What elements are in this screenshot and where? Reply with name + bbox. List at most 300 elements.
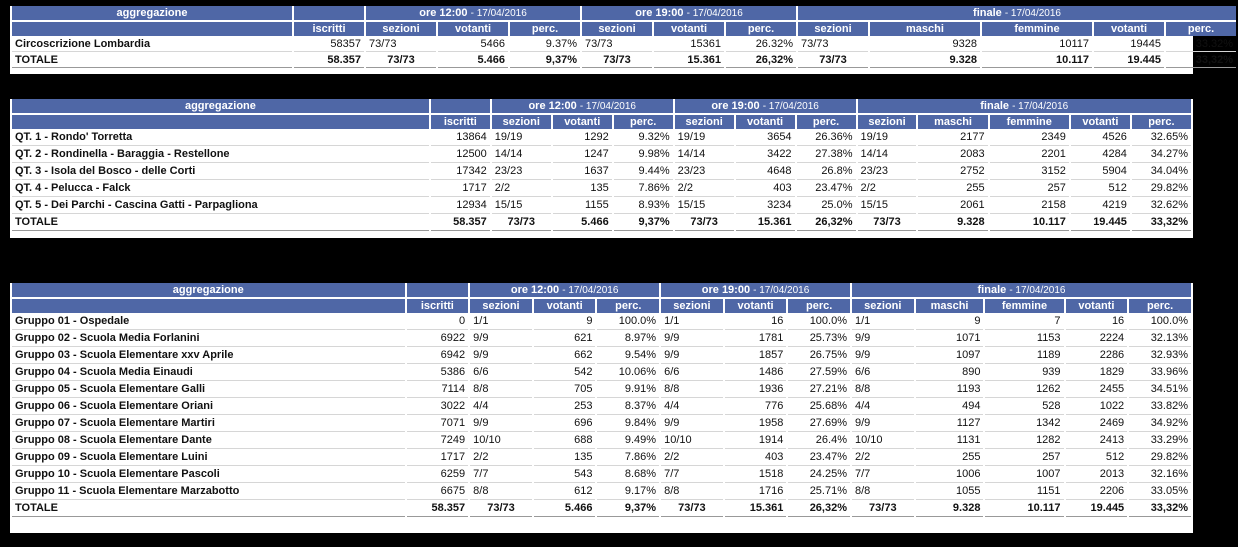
table-row xyxy=(12,313,1191,330)
total-iscritti: 58.357 xyxy=(407,500,469,517)
cell-perc: 8.68% xyxy=(597,466,659,483)
cell-perc: 100.0% xyxy=(597,313,659,330)
cell-votanti: 135 xyxy=(534,449,596,466)
cell-femmine: 10117 xyxy=(982,36,1092,52)
cell-iscritti: 6259 xyxy=(407,466,469,483)
cell-votanti: 3234 xyxy=(736,197,795,214)
cell-perc: 32.65% xyxy=(1132,129,1191,146)
header-ore-12 xyxy=(492,99,673,115)
cell-femmine: 3152 xyxy=(990,163,1069,180)
cell-sezioni: 19/19 xyxy=(492,129,551,146)
cell-votanti: 1637 xyxy=(553,163,612,180)
cell-sezioni: 8/8 xyxy=(852,381,914,398)
header-row-columns xyxy=(12,115,1191,129)
cell-iscritti: 12500 xyxy=(431,146,490,163)
cell-votanti: 612 xyxy=(534,483,596,500)
header-votanti: votanti xyxy=(725,299,787,313)
cell-iscritti: 1717 xyxy=(431,180,490,197)
total-votanti: 5.466 xyxy=(534,500,596,517)
header-row-groups xyxy=(12,99,1191,115)
cell-votanti: 1486 xyxy=(725,364,787,381)
cell-perc: 25.73% xyxy=(788,330,850,347)
header-votanti: votanti xyxy=(534,299,596,313)
header-finale xyxy=(798,6,1236,22)
table-gruppi xyxy=(10,283,1193,533)
cell-votanti: 2206 xyxy=(1066,483,1128,500)
cell-votanti: 3654 xyxy=(736,129,795,146)
header-row-columns xyxy=(12,22,1236,36)
header-row-groups xyxy=(12,283,1191,299)
cell-maschi: 494 xyxy=(916,398,984,415)
header-perc: perc. xyxy=(788,299,850,313)
row-label: QT. 4 - Pelucca - Falck xyxy=(12,180,429,197)
cell-perc: 9.37% xyxy=(510,36,580,52)
table-row xyxy=(12,197,1191,214)
cell-iscritti: 3022 xyxy=(407,398,469,415)
total-votanti: 15.361 xyxy=(725,500,787,517)
cell-maschi: 1097 xyxy=(916,347,984,364)
cell-femmine: 939 xyxy=(985,364,1063,381)
header-ore-12-label: ore 12:00 xyxy=(510,284,560,296)
total-votanti: 19.445 xyxy=(1071,214,1130,231)
cell-perc: 25.71% xyxy=(788,483,850,500)
cell-femmine: 1153 xyxy=(985,330,1063,347)
header-iscritti: iscritti xyxy=(294,22,364,36)
cell-femmine: 257 xyxy=(985,449,1063,466)
row-label: QT. 1 - Rondo' Torretta xyxy=(12,129,429,146)
total-votanti: 5.466 xyxy=(553,214,612,231)
cell-votanti: 1829 xyxy=(1066,364,1128,381)
cell-sezioni: 73/73 xyxy=(366,36,436,52)
cell-iscritti: 6922 xyxy=(407,330,469,347)
results-table xyxy=(10,99,1193,231)
header-sezioni: sezioni xyxy=(470,299,532,313)
table-row xyxy=(12,180,1191,197)
cell-perc: 9.98% xyxy=(614,146,673,163)
cell-votanti: 5904 xyxy=(1071,163,1130,180)
total-sezioni: 73/73 xyxy=(798,52,868,68)
header-perc: perc. xyxy=(1132,115,1191,129)
cell-sezioni: 7/7 xyxy=(661,466,723,483)
header-finale-label: finale xyxy=(977,284,1007,296)
header-ore-19-date: - 17/04/2016 xyxy=(686,8,743,19)
cell-iscritti: 7114 xyxy=(407,381,469,398)
cell-maschi: 890 xyxy=(916,364,984,381)
cell-sezioni: 4/4 xyxy=(661,398,723,415)
cell-votanti: 1155 xyxy=(553,197,612,214)
cell-sezioni: 8/8 xyxy=(470,381,532,398)
total-sezioni: 73/73 xyxy=(470,500,532,517)
cell-femmine: 2349 xyxy=(990,129,1069,146)
cell-sezioni: 23/23 xyxy=(492,163,551,180)
cell-perc: 34.04% xyxy=(1132,163,1191,180)
header-sezioni: sezioni xyxy=(798,22,868,36)
header-votanti: votanti xyxy=(1094,22,1164,36)
total-perc: 9,37% xyxy=(614,214,673,231)
cell-perc: 9.84% xyxy=(597,415,659,432)
cell-sezioni: 8/8 xyxy=(852,483,914,500)
header-sezioni: sezioni xyxy=(675,115,734,129)
header-finale-label: finale xyxy=(980,100,1009,112)
table-row xyxy=(12,330,1191,347)
cell-perc: 32.13% xyxy=(1129,330,1191,347)
cell-perc: 32.16% xyxy=(1129,466,1191,483)
row-label: Gruppo 03 - Scuola Elementare xxv Aprile xyxy=(12,347,405,364)
cell-votanti: 2469 xyxy=(1066,415,1128,432)
header-femmine: femmine xyxy=(990,115,1069,129)
cell-votanti: 1716 xyxy=(725,483,787,500)
total-sezioni: 73/73 xyxy=(582,52,652,68)
cell-votanti: 4526 xyxy=(1071,129,1130,146)
row-label: Gruppo 07 - Scuola Elementare Martiri xyxy=(12,415,405,432)
header-perc: perc. xyxy=(1129,299,1191,313)
cell-sezioni: 19/19 xyxy=(858,129,917,146)
cell-perc: 26.8% xyxy=(797,163,856,180)
total-sezioni: 73/73 xyxy=(661,500,723,517)
cell-maschi: 1127 xyxy=(916,415,984,432)
cell-sezioni: 6/6 xyxy=(470,364,532,381)
cell-votanti: 1781 xyxy=(725,330,787,347)
cell-votanti: 253 xyxy=(534,398,596,415)
cell-sezioni: 9/9 xyxy=(470,330,532,347)
cell-sezioni: 4/4 xyxy=(470,398,532,415)
cell-perc: 9.32% xyxy=(614,129,673,146)
total-row xyxy=(12,52,1236,68)
table-row xyxy=(12,129,1191,146)
cell-votanti: 2286 xyxy=(1066,347,1128,364)
cell-votanti: 512 xyxy=(1071,180,1130,197)
cell-perc: 8.97% xyxy=(597,330,659,347)
cell-femmine: 528 xyxy=(985,398,1063,415)
table-row xyxy=(12,364,1191,381)
header-ore-19 xyxy=(582,6,796,22)
total-label: TOTALE xyxy=(12,214,429,231)
cell-votanti: 3422 xyxy=(736,146,795,163)
total-femmine: 10.117 xyxy=(982,52,1092,68)
table-row xyxy=(12,449,1191,466)
cell-perc: 26.32% xyxy=(726,36,796,52)
total-perc: 33,32% xyxy=(1166,52,1236,68)
total-sezioni: 73/73 xyxy=(492,214,551,231)
cell-votanti: 776 xyxy=(725,398,787,415)
header-ore-19-label: ore 19:00 xyxy=(701,284,751,296)
cell-perc: 10.06% xyxy=(597,364,659,381)
cell-sezioni: 8/8 xyxy=(661,483,723,500)
total-maschi: 9.328 xyxy=(918,214,987,231)
cell-votanti: 4219 xyxy=(1071,197,1130,214)
cell-votanti: 1518 xyxy=(725,466,787,483)
cell-iscritti: 13864 xyxy=(431,129,490,146)
total-femmine: 10.117 xyxy=(990,214,1069,231)
row-label: Gruppo 08 - Scuola Elementare Dante xyxy=(12,432,405,449)
header-ore-12-date: - 17/04/2016 xyxy=(470,8,527,19)
cell-perc: 8.37% xyxy=(597,398,659,415)
header-sezioni: sezioni xyxy=(852,299,914,313)
header-row-groups xyxy=(12,6,1236,22)
cell-sezioni: 73/73 xyxy=(582,36,652,52)
header-femmine: femmine xyxy=(985,299,1063,313)
cell-votanti: 621 xyxy=(534,330,596,347)
cell-votanti: 16 xyxy=(1066,313,1128,330)
total-row xyxy=(12,214,1191,231)
header-iscritti: iscritti xyxy=(407,299,469,313)
header-votanti: votanti xyxy=(1071,115,1130,129)
table-row xyxy=(12,36,1236,52)
table-quartieri xyxy=(10,99,1193,238)
header-finale-date: - 17/04/2016 xyxy=(1009,285,1066,296)
cell-perc: 27.21% xyxy=(788,381,850,398)
table-row xyxy=(12,347,1191,364)
table-row xyxy=(12,483,1191,500)
cell-perc: 33.05% xyxy=(1129,483,1191,500)
cell-sezioni: 6/6 xyxy=(661,364,723,381)
header-ore-19-label: ore 19:00 xyxy=(711,100,760,112)
cell-votanti: 15361 xyxy=(654,36,724,52)
cell-votanti: 9 xyxy=(534,313,596,330)
cell-maschi: 255 xyxy=(918,180,987,197)
header-sezioni: sezioni xyxy=(582,22,652,36)
header-votanti: votanti xyxy=(438,22,508,36)
cell-femmine: 1262 xyxy=(985,381,1063,398)
total-maschi: 9.328 xyxy=(870,52,980,68)
cell-sezioni: 10/10 xyxy=(852,432,914,449)
cell-perc: 29.82% xyxy=(1129,449,1191,466)
header-votanti: votanti xyxy=(1066,299,1128,313)
cell-iscritti: 7249 xyxy=(407,432,469,449)
total-sezioni: 73/73 xyxy=(858,214,917,231)
header-ore-12-date: - 17/04/2016 xyxy=(579,101,636,112)
cell-sezioni: 8/8 xyxy=(470,483,532,500)
cell-votanti: 1958 xyxy=(725,415,787,432)
cell-maschi: 255 xyxy=(916,449,984,466)
cell-iscritti: 1717 xyxy=(407,449,469,466)
header-femmine: femmine xyxy=(982,22,1092,36)
cell-sezioni: 1/1 xyxy=(852,313,914,330)
table-row xyxy=(12,466,1191,483)
table-row xyxy=(12,381,1191,398)
cell-maschi: 1055 xyxy=(916,483,984,500)
cell-maschi: 2752 xyxy=(918,163,987,180)
results-table xyxy=(10,283,1193,517)
cell-perc: 26.4% xyxy=(788,432,850,449)
row-label: Gruppo 04 - Scuola Media Einaudi xyxy=(12,364,405,381)
row-label: Gruppo 05 - Scuola Elementare Galli xyxy=(12,381,405,398)
header-finale-date: - 17/04/2016 xyxy=(1012,101,1069,112)
cell-femmine: 2158 xyxy=(990,197,1069,214)
cell-perc: 25.0% xyxy=(797,197,856,214)
total-iscritti: 58.357 xyxy=(431,214,490,231)
cell-votanti: 2224 xyxy=(1066,330,1128,347)
total-perc: 9,37% xyxy=(510,52,580,68)
cell-perc: 34.51% xyxy=(1129,381,1191,398)
cell-femmine: 257 xyxy=(990,180,1069,197)
cell-votanti: 705 xyxy=(534,381,596,398)
cell-votanti: 1247 xyxy=(553,146,612,163)
header-empty xyxy=(12,115,429,129)
total-votanti: 19.445 xyxy=(1094,52,1164,68)
cell-perc: 9.44% xyxy=(614,163,673,180)
total-label: TOTALE xyxy=(12,52,292,68)
header-ore-19-date: - 17/04/2016 xyxy=(753,285,810,296)
cell-votanti: 696 xyxy=(534,415,596,432)
header-finale xyxy=(858,99,1191,115)
cell-sezioni: 8/8 xyxy=(661,381,723,398)
total-label: TOTALE xyxy=(12,500,405,517)
total-perc: 26,32% xyxy=(726,52,796,68)
header-maschi: maschi xyxy=(918,115,987,129)
cell-votanti: 2413 xyxy=(1066,432,1128,449)
cell-sezioni: 10/10 xyxy=(470,432,532,449)
header-maschi: maschi xyxy=(916,299,984,313)
cell-sezioni: 2/2 xyxy=(492,180,551,197)
cell-perc: 26.36% xyxy=(797,129,856,146)
row-label: Gruppo 09 - Scuola Elementare Luini xyxy=(12,449,405,466)
row-label: Gruppo 02 - Scuola Media Forlanini xyxy=(12,330,405,347)
cell-sezioni: 7/7 xyxy=(852,466,914,483)
cell-sezioni: 9/9 xyxy=(661,330,723,347)
cell-sezioni: 9/9 xyxy=(661,347,723,364)
cell-maschi: 2061 xyxy=(918,197,987,214)
cell-sezioni: 2/2 xyxy=(661,449,723,466)
cell-sezioni: 1/1 xyxy=(661,313,723,330)
table-row xyxy=(12,432,1191,449)
cell-sezioni: 2/2 xyxy=(675,180,734,197)
header-empty xyxy=(12,22,292,36)
total-votanti: 15.361 xyxy=(654,52,724,68)
cell-perc: 24.25% xyxy=(788,466,850,483)
cell-perc: 25.68% xyxy=(788,398,850,415)
cell-perc: 100.0% xyxy=(1129,313,1191,330)
header-row-columns xyxy=(12,299,1191,313)
total-maschi: 9.328 xyxy=(916,500,984,517)
cell-iscritti: 0 xyxy=(407,313,469,330)
cell-iscritti: 5386 xyxy=(407,364,469,381)
header-sezioni: sezioni xyxy=(858,115,917,129)
cell-votanti: 2455 xyxy=(1066,381,1128,398)
cell-perc: 23.47% xyxy=(788,449,850,466)
header-aggregazione: aggregazione xyxy=(12,283,405,299)
header-ore-19-date: - 17/04/2016 xyxy=(762,101,819,112)
row-label: Gruppo 06 - Scuola Elementare Oriani xyxy=(12,398,405,415)
header-votanti: votanti xyxy=(553,115,612,129)
cell-perc: 27.69% xyxy=(788,415,850,432)
cell-votanti: 4284 xyxy=(1071,146,1130,163)
cell-votanti: 16 xyxy=(725,313,787,330)
cell-perc: 23.47% xyxy=(797,180,856,197)
header-finale-date: - 17/04/2016 xyxy=(1004,8,1061,19)
cell-perc: 100.0% xyxy=(788,313,850,330)
cell-perc: 7.86% xyxy=(614,180,673,197)
cell-votanti: 403 xyxy=(736,180,795,197)
header-sezioni: sezioni xyxy=(661,299,723,313)
total-perc: 33,32% xyxy=(1132,214,1191,231)
cell-sezioni: 10/10 xyxy=(661,432,723,449)
total-votanti: 15.361 xyxy=(736,214,795,231)
header-perc: perc. xyxy=(726,22,796,36)
cell-votanti: 1292 xyxy=(553,129,612,146)
cell-maschi: 9328 xyxy=(870,36,980,52)
cell-votanti: 403 xyxy=(725,449,787,466)
row-label: Circoscrizione Lombardia xyxy=(12,36,292,52)
cell-sezioni: 23/23 xyxy=(675,163,734,180)
cell-votanti: 543 xyxy=(534,466,596,483)
cell-votanti: 135 xyxy=(553,180,612,197)
header-ore-12-label: ore 12:00 xyxy=(528,100,577,112)
cell-femmine: 7 xyxy=(985,313,1063,330)
cell-sezioni: 9/9 xyxy=(852,347,914,364)
cell-sezioni: 73/73 xyxy=(798,36,868,52)
cell-perc: 7.86% xyxy=(597,449,659,466)
cell-maschi: 1193 xyxy=(916,381,984,398)
header-empty xyxy=(12,299,405,313)
cell-iscritti: 6675 xyxy=(407,483,469,500)
cell-sezioni: 7/7 xyxy=(470,466,532,483)
cell-sezioni: 1/1 xyxy=(470,313,532,330)
total-perc: 9,37% xyxy=(597,500,659,517)
cell-femmine: 1007 xyxy=(985,466,1063,483)
total-perc: 33,32% xyxy=(1129,500,1191,517)
cell-perc: 9.17% xyxy=(597,483,659,500)
cell-sezioni: 9/9 xyxy=(470,415,532,432)
total-iscritti: 58.357 xyxy=(294,52,364,68)
row-label: Gruppo 10 - Scuola Elementare Pascoli xyxy=(12,466,405,483)
cell-iscritti: 6942 xyxy=(407,347,469,364)
cell-maschi: 9 xyxy=(916,313,984,330)
cell-sezioni: 15/15 xyxy=(858,197,917,214)
total-perc: 26,32% xyxy=(788,500,850,517)
cell-votanti: 5466 xyxy=(438,36,508,52)
header-perc: perc. xyxy=(797,115,856,129)
cell-votanti: 1914 xyxy=(725,432,787,449)
header-iscritti: iscritti xyxy=(431,115,490,129)
header-ore-12 xyxy=(470,283,659,299)
cell-sezioni: 2/2 xyxy=(858,180,917,197)
cell-votanti: 1936 xyxy=(725,381,787,398)
header-maschi: maschi xyxy=(870,22,980,36)
cell-perc: 26.75% xyxy=(788,347,850,364)
cell-votanti: 2013 xyxy=(1066,466,1128,483)
cell-femmine: 1342 xyxy=(985,415,1063,432)
cell-sezioni: 4/4 xyxy=(852,398,914,415)
header-perc: perc. xyxy=(510,22,580,36)
table-row xyxy=(12,163,1191,180)
header-sezioni: sezioni xyxy=(366,22,436,36)
header-finale xyxy=(852,283,1191,299)
cell-perc: 33.29% xyxy=(1129,432,1191,449)
table-row xyxy=(12,146,1191,163)
header-blank xyxy=(407,283,469,299)
cell-sezioni: 14/14 xyxy=(492,146,551,163)
header-votanti: votanti xyxy=(736,115,795,129)
header-blank xyxy=(294,6,364,22)
total-sezioni: 73/73 xyxy=(366,52,436,68)
cell-perc: 33.32% xyxy=(1166,36,1236,52)
cell-iscritti: 7071 xyxy=(407,415,469,432)
cell-femmine: 2201 xyxy=(990,146,1069,163)
cell-maschi: 2083 xyxy=(918,146,987,163)
cell-perc: 27.38% xyxy=(797,146,856,163)
total-sezioni: 73/73 xyxy=(852,500,914,517)
header-finale-label: finale xyxy=(973,7,1002,19)
table-row xyxy=(12,415,1191,432)
header-perc: perc. xyxy=(597,299,659,313)
header-ore-12-date: - 17/04/2016 xyxy=(562,285,619,296)
cell-sezioni: 19/19 xyxy=(675,129,734,146)
cell-maschi: 1006 xyxy=(916,466,984,483)
cell-votanti: 688 xyxy=(534,432,596,449)
cell-iscritti: 17342 xyxy=(431,163,490,180)
header-aggregazione: aggregazione xyxy=(12,6,292,22)
